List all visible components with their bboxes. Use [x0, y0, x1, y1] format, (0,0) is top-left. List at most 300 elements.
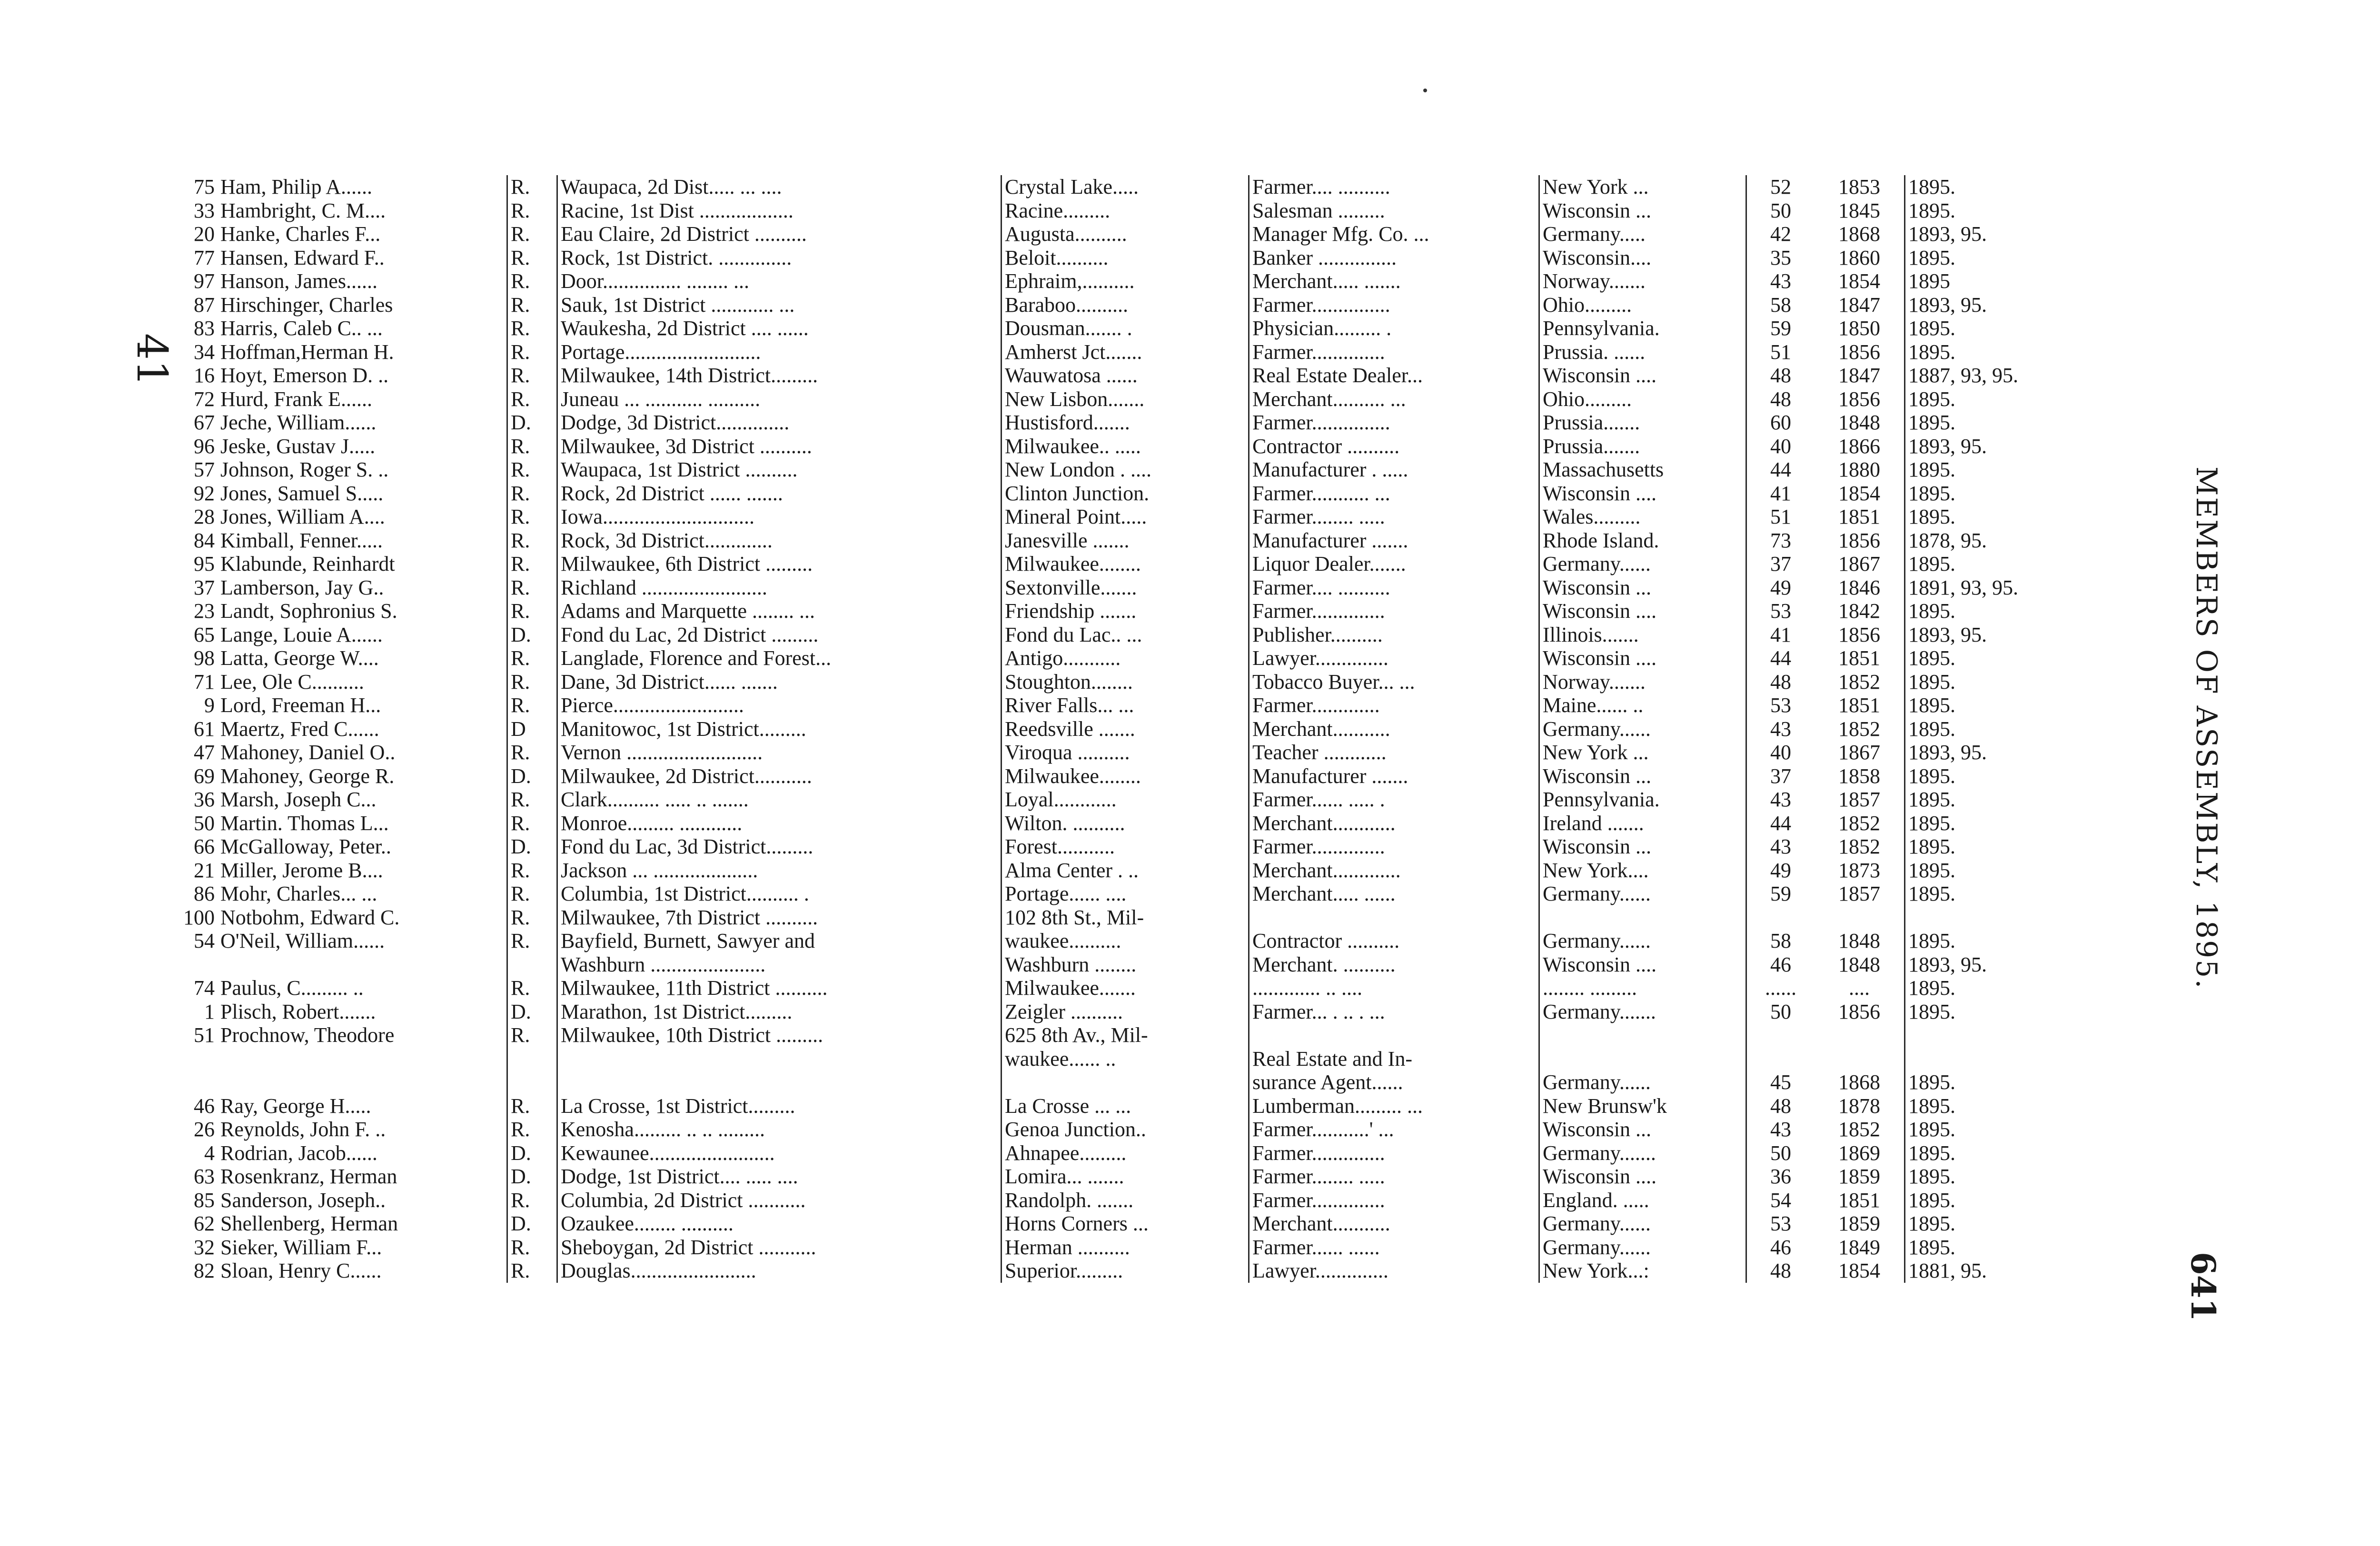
member-name-cell: Mahoney, Daniel O.. — [218, 741, 507, 764]
party-cell: D. — [507, 1212, 557, 1236]
year-came-to-state-cell: 1847 — [1815, 364, 1905, 387]
age-cell: 58 — [1770, 929, 1791, 952]
assembly-district-cell: Kewaunee........................ — [557, 1141, 1002, 1165]
party-cell: D. — [507, 835, 557, 859]
post-office-cell: 102 8th St., Mil- — [1002, 906, 1249, 930]
age-cell — [1746, 1047, 1815, 1071]
occupation-cell: Lumberman......... ... — [1249, 1094, 1539, 1118]
birthplace-cell: Pennsylvania. — [1539, 788, 1746, 812]
member-number-cell: 87 — [194, 293, 215, 317]
table-row — [129, 364, 2102, 387]
post-office-cell: Mineral Point..... — [1002, 505, 1249, 529]
post-office-cell: Hustisford....... — [1002, 411, 1249, 435]
party-cell: R. — [507, 529, 557, 553]
occupation-cell: Lawyer.............. — [1249, 1259, 1539, 1283]
birthplace-cell: Wisconsin .... — [1539, 599, 1746, 623]
party-cell: R. — [507, 222, 557, 246]
year-came-to-state-cell: 1878 — [1815, 1094, 1905, 1118]
year-came-to-state-cell: 1848 — [1815, 953, 1905, 977]
year-came-to-state-cell: 1859 — [1815, 1212, 1905, 1236]
table-row — [129, 576, 2102, 600]
party-cell: D. — [507, 1141, 557, 1165]
table-row — [129, 1165, 2102, 1189]
post-office-cell: Genoa Junction.. — [1002, 1118, 1249, 1141]
assembly-district-cell: Milwaukee, 10th District ......... — [557, 1023, 1002, 1047]
member-name-cell: Hoyt, Emerson D. .. — [218, 364, 507, 387]
birthplace-cell: Germany...... — [1539, 717, 1746, 741]
year-came-to-state-cell: 1856 — [1815, 529, 1905, 553]
post-office-cell: Randolph. ....... — [1002, 1189, 1249, 1212]
party-cell: R. — [507, 859, 557, 882]
member-name-cell: Hambright, C. M.... — [218, 199, 507, 223]
member-name-cell: O'Neil, William...... — [218, 929, 507, 953]
post-office-cell: Loyal............ — [1002, 788, 1249, 812]
year-came-to-state-cell: 1869 — [1815, 1141, 1905, 1165]
member-number-cell: 37 — [194, 575, 215, 599]
sessions-served-cell: 1895. — [1908, 246, 1955, 269]
member-name-cell: Marsh, Joseph C... — [218, 788, 507, 812]
table-row — [129, 1189, 2102, 1212]
assembly-district-cell: Milwaukee, 14th District......... — [557, 364, 1002, 387]
occupation-cell: Contractor .......... — [1249, 929, 1539, 953]
post-office-cell: Ephraim,.......... — [1002, 269, 1249, 293]
sessions-served-cell: 1895. — [1908, 835, 1955, 858]
post-office-cell: waukee.......... — [1002, 929, 1249, 953]
member-name-cell: Hanke, Charles F... — [218, 222, 507, 246]
occupation-cell: Merchant.......... ... — [1249, 387, 1539, 411]
occupation-cell: Farmer...........' ... — [1249, 1118, 1539, 1141]
member-number-cell: 32 — [194, 1235, 215, 1259]
members-table — [129, 175, 2102, 1283]
sessions-served-cell: 1891, 93, 95. — [1908, 575, 2018, 599]
birthplace-cell: Wisconsin .... — [1539, 482, 1746, 505]
age-cell: 59 — [1770, 882, 1791, 905]
age-cell: 40 — [1770, 434, 1791, 458]
table-row — [129, 976, 2102, 1000]
table-row — [129, 882, 2102, 906]
occupation-cell: Real Estate Dealer... — [1249, 364, 1539, 387]
year-came-to-state-cell: 1856 — [1815, 340, 1905, 364]
age-cell: 48 — [1770, 670, 1791, 694]
post-office-cell: Superior......... — [1002, 1259, 1249, 1283]
age-cell: 43 — [1770, 1118, 1791, 1141]
age-cell: 41 — [1770, 481, 1791, 505]
assembly-district-cell: Richland ........................ — [557, 576, 1002, 600]
sessions-served-cell: 1895. — [1908, 552, 1955, 575]
post-office-cell: Lomira... ....... — [1002, 1165, 1249, 1189]
occupation-cell: Farmer.... .......... — [1249, 576, 1539, 600]
year-came-to-state-cell: 1845 — [1815, 199, 1905, 223]
member-name-cell: Notbohm, Edward C. — [218, 906, 507, 930]
occupation-cell: Contractor .......... — [1249, 435, 1539, 458]
post-office-cell: Wilton. .......... — [1002, 812, 1249, 835]
occupation-cell: Merchant. .......... — [1249, 953, 1539, 977]
member-name-cell: Harris, Caleb C.. ... — [218, 317, 507, 340]
member-number-cell: 77 — [194, 246, 215, 269]
birthplace-cell: Norway....... — [1539, 269, 1746, 293]
post-office-cell: New Lisbon....... — [1002, 387, 1249, 411]
birthplace-cell: ........ ......... — [1539, 976, 1746, 1000]
post-office-cell: Augusta.......... — [1002, 222, 1249, 246]
member-name-cell: Klabunde, Reinhardt — [218, 552, 507, 576]
assembly-district-cell: Dane, 3d District...... ....... — [557, 670, 1002, 694]
year-came-to-state-cell: 1873 — [1815, 859, 1905, 882]
occupation-cell: Farmer.............. — [1249, 835, 1539, 859]
party-cell — [507, 1070, 557, 1094]
birthplace-cell: Germany...... — [1539, 1212, 1746, 1236]
year-came-to-state-cell: 1851 — [1815, 694, 1905, 717]
table-row — [129, 1094, 2102, 1118]
age-cell — [1746, 906, 1815, 930]
occupation-cell: surance Agent...... — [1249, 1070, 1539, 1094]
table-row — [129, 317, 2102, 340]
member-name-cell: Martin. Thomas L... — [218, 812, 507, 835]
post-office-cell: Beloit.......... — [1002, 246, 1249, 270]
post-office-cell: Friendship ....... — [1002, 599, 1249, 623]
member-name-cell — [218, 1070, 507, 1094]
sessions-served-cell: 1895. — [1908, 175, 1955, 198]
party-cell: R. — [507, 646, 557, 670]
table-row — [129, 764, 2102, 788]
birthplace-cell — [1539, 1023, 1746, 1047]
sessions-served-cell: 1895. — [1908, 670, 1955, 694]
member-name-cell: Latta, George W.... — [218, 646, 507, 670]
member-name-cell: Mohr, Charles... ... — [218, 882, 507, 906]
age-cell: 73 — [1770, 528, 1791, 552]
sessions-served-cell: 1895. — [1908, 717, 1955, 741]
sessions-served-cell: 1895. — [1908, 198, 1955, 222]
member-name-cell: Hirschinger, Charles — [218, 293, 507, 317]
age-cell: 44 — [1770, 646, 1791, 670]
assembly-district-cell: Waupaca, 2d Dist..... ... .... — [557, 175, 1002, 199]
party-cell: R. — [507, 1236, 557, 1259]
sessions-served-cell: 1895. — [1908, 694, 1955, 717]
member-name-cell: Maertz, Fred C...... — [218, 717, 507, 741]
year-came-to-state-cell: 1859 — [1815, 1165, 1905, 1189]
post-office-cell: Amherst Jct....... — [1002, 340, 1249, 364]
occupation-cell: Salesman ......... — [1249, 199, 1539, 223]
member-name-cell: Lord, Freeman H... — [218, 694, 507, 717]
age-cell: 58 — [1770, 293, 1791, 317]
table-row — [129, 482, 2102, 505]
table-row — [129, 505, 2102, 529]
occupation-cell: Merchant............. — [1249, 859, 1539, 882]
sessions-served-cell: 1895. — [1908, 858, 1955, 882]
member-number-cell: 92 — [194, 481, 215, 505]
age-cell: 45 — [1770, 1070, 1791, 1094]
party-cell: D. — [507, 1000, 557, 1024]
member-number-cell: 71 — [194, 670, 215, 694]
occupation-cell: Farmer.............. — [1249, 1189, 1539, 1212]
sessions-served-cell: 1895. — [1908, 481, 1955, 505]
member-name-cell: Prochnow, Theodore — [218, 1023, 507, 1047]
age-cell: 43 — [1770, 717, 1791, 741]
member-number-cell: 75 — [194, 175, 215, 198]
table-row — [129, 741, 2102, 764]
sessions-served-cell: 1895. — [1908, 976, 1955, 1000]
post-office-cell: Alma Center . .. — [1002, 859, 1249, 882]
member-name-cell: Ham, Philip A...... — [218, 175, 507, 199]
member-number-cell: 46 — [194, 1094, 215, 1118]
page-number: 641 — [2183, 1252, 2223, 1322]
party-cell: R. — [507, 1094, 557, 1118]
year-came-to-state-cell: 1858 — [1815, 764, 1905, 788]
margin-mark: 41 — [128, 333, 177, 386]
sessions-served-cell — [1905, 906, 2102, 930]
member-name-cell: McGalloway, Peter.. — [218, 835, 507, 859]
member-number-cell: 97 — [194, 269, 215, 293]
member-number-cell: 66 — [194, 835, 215, 858]
year-came-to-state-cell — [1815, 906, 1905, 930]
post-office-cell — [1002, 1070, 1249, 1094]
member-name-cell: Sieker, William F... — [218, 1236, 507, 1259]
sessions-served-cell: 1895. — [1908, 411, 1955, 434]
member-number-cell — [129, 1047, 218, 1071]
occupation-cell: Lawyer.............. — [1249, 646, 1539, 670]
occupation-cell: Farmer...... ...... — [1249, 1236, 1539, 1259]
post-office-cell: Reedsville ....... — [1002, 717, 1249, 741]
occupation-cell: Merchant........... — [1249, 717, 1539, 741]
birthplace-cell: New York ... — [1539, 175, 1746, 199]
post-office-cell: waukee...... .. — [1002, 1047, 1249, 1071]
table-row — [129, 717, 2102, 741]
occupation-cell: Farmer.............. — [1249, 599, 1539, 623]
birthplace-cell: New York.... — [1539, 859, 1746, 882]
table-row — [129, 694, 2102, 717]
assembly-district-cell: Washburn ...................... — [557, 953, 1002, 977]
year-came-to-state-cell: 1852 — [1815, 835, 1905, 859]
post-office-cell: Fond du Lac.. ... — [1002, 623, 1249, 647]
member-name-cell: Ray, George H..... — [218, 1094, 507, 1118]
birthplace-cell: Prussia. ...... — [1539, 340, 1746, 364]
member-number-cell: 36 — [194, 788, 215, 811]
birthplace-cell: Wisconsin ... — [1539, 576, 1746, 600]
member-number-cell: 86 — [194, 882, 215, 905]
member-name-cell: Paulus, C......... .. — [218, 976, 507, 1000]
table-row — [129, 1000, 2102, 1024]
year-came-to-state-cell: 1842 — [1815, 599, 1905, 623]
assembly-district-cell: Iowa............................. — [557, 505, 1002, 529]
party-cell: R. — [507, 269, 557, 293]
table-row — [129, 387, 2102, 411]
assembly-district-cell: Juneau ... ........... .......... — [557, 387, 1002, 411]
sessions-served-cell: 1895. — [1908, 340, 1955, 364]
table-row — [129, 529, 2102, 553]
members-table-body — [129, 175, 2102, 1283]
sessions-served-cell: 1895. — [1908, 1000, 1955, 1023]
assembly-district-cell: Columbia, 2d District ........... — [557, 1189, 1002, 1212]
age-cell: 59 — [1770, 317, 1791, 340]
member-name-cell: Reynolds, John F. .. — [218, 1118, 507, 1141]
age-cell: 37 — [1770, 552, 1791, 575]
birthplace-cell: Wisconsin.... — [1539, 246, 1746, 270]
sessions-served-cell: 1895. — [1908, 1188, 1955, 1212]
post-office-cell: Viroqua .......... — [1002, 741, 1249, 764]
sessions-served-cell: 1893, 95. — [1908, 222, 1987, 246]
member-name-cell: Lange, Louie A...... — [218, 623, 507, 647]
party-cell: R. — [507, 599, 557, 623]
post-office-cell: New London . .... — [1002, 458, 1249, 482]
birthplace-cell: Wisconsin .... — [1539, 953, 1746, 977]
sessions-served-cell: 1895. — [1908, 458, 1955, 481]
occupation-cell — [1249, 906, 1539, 930]
member-name-cell — [218, 1047, 507, 1071]
birthplace-cell: Wisconsin ... — [1539, 1118, 1746, 1141]
assembly-district-cell: Vernon .......................... — [557, 741, 1002, 764]
assembly-district-cell: Kenosha......... .. .. ......... — [557, 1118, 1002, 1141]
sessions-served-cell: 1893, 95. — [1908, 952, 1987, 976]
table-row — [129, 199, 2102, 223]
table-row — [129, 222, 2102, 246]
member-number-cell: 72 — [194, 387, 215, 411]
post-office-cell: Antigo........... — [1002, 646, 1249, 670]
age-cell: 43 — [1770, 835, 1791, 858]
member-name-cell: Miller, Jerome B.... — [218, 859, 507, 882]
table-row — [129, 906, 2102, 930]
party-cell: R. — [507, 246, 557, 270]
year-came-to-state-cell: 1852 — [1815, 1118, 1905, 1141]
birthplace-cell: Wisconsin ... — [1539, 199, 1746, 223]
age-cell: 50 — [1770, 198, 1791, 222]
table-row — [129, 835, 2102, 859]
birthplace-cell: Wisconsin ... — [1539, 764, 1746, 788]
assembly-district-cell: Manitowoc, 1st District......... — [557, 717, 1002, 741]
running-heading: MEMBERS OF ASSEMBLY, 1895. — [2190, 466, 2223, 990]
age-cell: 52 — [1770, 175, 1791, 198]
assembly-district-cell: Portage.......................... — [557, 340, 1002, 364]
sessions-served-cell — [1905, 1023, 2102, 1047]
occupation-cell: Farmer........ ..... — [1249, 505, 1539, 529]
age-cell — [1746, 1023, 1815, 1047]
party-cell: R. — [507, 293, 557, 317]
table-row — [129, 929, 2102, 953]
member-number-cell: 47 — [194, 741, 215, 764]
sessions-served-cell: 1895. — [1908, 1235, 1955, 1259]
party-cell: R. — [507, 1189, 557, 1212]
birthplace-cell: Ohio......... — [1539, 293, 1746, 317]
party-cell: R. — [507, 576, 557, 600]
ink-speck — [1423, 89, 1427, 92]
birthplace-cell: Germany...... — [1539, 929, 1746, 953]
year-came-to-state-cell — [1815, 1047, 1905, 1071]
year-came-to-state-cell: 1856 — [1815, 1000, 1905, 1024]
party-cell — [507, 1047, 557, 1071]
post-office-cell: Herman .......... — [1002, 1236, 1249, 1259]
post-office-cell: Janesville ....... — [1002, 529, 1249, 553]
sessions-served-cell: 1895. — [1908, 764, 1955, 788]
member-name-cell: Jeche, William...... — [218, 411, 507, 435]
assembly-district-cell: Milwaukee, 3d District .......... — [557, 435, 1002, 458]
party-cell: R. — [507, 1118, 557, 1141]
party-cell: R. — [507, 199, 557, 223]
birthplace-cell: New York...: — [1539, 1259, 1746, 1283]
birthplace-cell: Massachusetts — [1539, 458, 1746, 482]
member-number-cell: 33 — [194, 198, 215, 222]
member-number-cell: 34 — [194, 340, 215, 364]
assembly-district-cell: Monroe......... ............ — [557, 812, 1002, 835]
sessions-served-cell: 1895. — [1908, 599, 1955, 623]
birthplace-cell: Wisconsin .... — [1539, 646, 1746, 670]
party-cell: R. — [507, 387, 557, 411]
birthplace-cell: Wales......... — [1539, 505, 1746, 529]
member-number-cell: 26 — [194, 1118, 215, 1141]
member-number-cell: 28 — [194, 505, 215, 528]
sessions-served-cell: 1895. — [1908, 811, 1955, 835]
table-row — [129, 435, 2102, 458]
table-row — [129, 1070, 2102, 1094]
year-came-to-state-cell: 1846 — [1815, 576, 1905, 600]
member-name-cell — [218, 953, 507, 977]
age-cell: 60 — [1770, 411, 1791, 434]
occupation-cell: Farmer............. — [1249, 694, 1539, 717]
age-cell: 40 — [1770, 741, 1791, 764]
table-row — [129, 670, 2102, 694]
member-number-cell: 16 — [194, 364, 215, 387]
sessions-served-cell — [1905, 1047, 2102, 1071]
table-row — [129, 175, 2102, 199]
year-came-to-state-cell: 1867 — [1815, 552, 1905, 576]
birthplace-cell: Pennsylvania. — [1539, 317, 1746, 340]
assembly-district-cell: La Crosse, 1st District......... — [557, 1094, 1002, 1118]
occupation-cell: Merchant..... ....... — [1249, 269, 1539, 293]
occupation-cell: Farmer.... .......... — [1249, 175, 1539, 199]
assembly-district-cell: Dodge, 1st District.... ..... .... — [557, 1165, 1002, 1189]
birthplace-cell: Ohio......... — [1539, 387, 1746, 411]
member-name-cell: Plisch, Robert....... — [218, 1000, 507, 1024]
birthplace-cell: New York ... — [1539, 741, 1746, 764]
member-number-cell: 23 — [194, 599, 215, 623]
assembly-district-cell: Door............... ........ ... — [557, 269, 1002, 293]
assembly-district-cell: Milwaukee, 2d District........... — [557, 764, 1002, 788]
birthplace-cell: Norway....... — [1539, 670, 1746, 694]
assembly-district-cell: Milwaukee, 11th District .......... — [557, 976, 1002, 1000]
sessions-served-cell: 1893, 95. — [1908, 434, 1987, 458]
table-row — [129, 646, 2102, 670]
member-number-cell: 51 — [194, 1023, 215, 1047]
post-office-cell: Ahnapee......... — [1002, 1141, 1249, 1165]
assembly-district-cell — [557, 1047, 1002, 1071]
age-cell: 35 — [1770, 246, 1791, 269]
assembly-district-cell: Milwaukee, 7th District .......... — [557, 906, 1002, 930]
age-cell: 44 — [1770, 458, 1791, 481]
party-cell: D. — [507, 411, 557, 435]
member-number-cell: 62 — [194, 1212, 215, 1235]
age-cell: 53 — [1770, 1212, 1791, 1235]
member-number-cell: 83 — [194, 317, 215, 340]
table-row — [129, 340, 2102, 364]
party-cell: R. — [507, 505, 557, 529]
sessions-served-cell: 1895. — [1908, 317, 1955, 340]
year-came-to-state-cell: 1849 — [1815, 1236, 1905, 1259]
sessions-served-cell: 1881, 95. — [1908, 1259, 1987, 1282]
member-name-cell: Sloan, Henry C...... — [218, 1259, 507, 1283]
birthplace-cell: Prussia....... — [1539, 435, 1746, 458]
year-came-to-state-cell: 1854 — [1815, 269, 1905, 293]
year-came-to-state-cell: 1880 — [1815, 458, 1905, 482]
assembly-district-cell: Sauk, 1st District ............ ... — [557, 293, 1002, 317]
table-row — [129, 1236, 2102, 1259]
party-cell: R. — [507, 741, 557, 764]
post-office-cell: Baraboo.......... — [1002, 293, 1249, 317]
assembly-district-cell: Rock, 3d District............. — [557, 529, 1002, 553]
member-number-cell: 57 — [194, 458, 215, 481]
year-came-to-state-cell: 1852 — [1815, 717, 1905, 741]
sessions-served-cell: 1895. — [1908, 788, 1955, 811]
assembly-district-cell: Racine, 1st Dist .................. — [557, 199, 1002, 223]
year-came-to-state-cell: 1867 — [1815, 741, 1905, 764]
member-number-cell: 65 — [194, 623, 215, 646]
table-row — [129, 788, 2102, 812]
